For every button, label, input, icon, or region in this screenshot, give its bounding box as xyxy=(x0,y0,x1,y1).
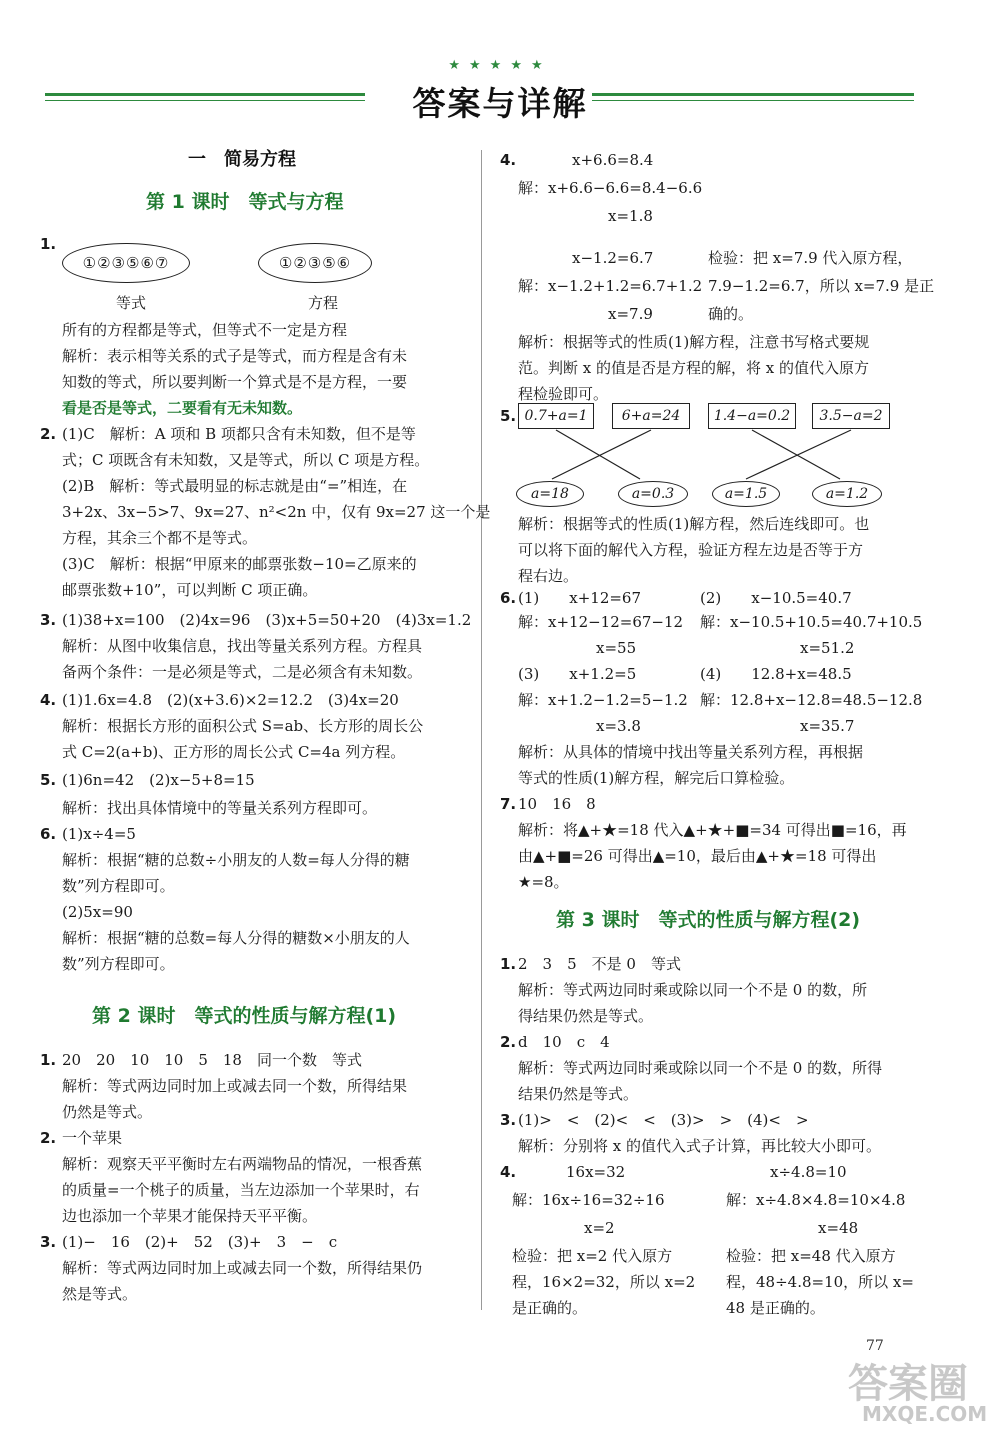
l3-line-8: 解析：分别将 x 的值代入式子计算，再比较大小即可。 xyxy=(518,1137,881,1155)
l2-q3-number: 3. xyxy=(40,1233,57,1251)
r-q4-step1: 解：x+6.6−6.6=8.4−6.6 xyxy=(518,179,703,197)
q4-line-3: 式 C=2(a+b)、正方形的周长公式 C=4a 列方程。 xyxy=(62,743,406,761)
r-q7-number: 7. xyxy=(500,795,517,813)
solution-ellipse-1: a=18 xyxy=(516,481,584,507)
q1-analysis-2: 知数的等式，所以要判断一个算式是不是方程，一要 xyxy=(62,373,408,391)
l2-q1-number: 1. xyxy=(40,1051,57,1069)
equation-box-4: 3.5−a=2 xyxy=(812,403,890,429)
star-row: ★★★★★ xyxy=(448,58,552,73)
l2-line-5: 解析：观察天平平衡时左右两端物品的情况，一根香蕉 xyxy=(62,1155,423,1173)
r-q6-analysis-2: 等式的性质(1)解方程，解完后口算检验。 xyxy=(518,769,795,787)
q5-line-1: (1)6n=42 (2)x−5+8=15 xyxy=(62,771,255,789)
r-q6-4-eq: (4) 12.8+x=48.5 xyxy=(700,665,852,683)
l3-q4-check1b: 程，16×2=32，所以 x=2 xyxy=(512,1273,696,1291)
watermark-logo: 答案圈 xyxy=(848,1361,968,1407)
l2-line-9: 解析：等式两边同时加上或减去同一个数，所得结果仍 xyxy=(62,1259,423,1277)
lesson-3-title: 第 3 课时 等式的性质与解方程(2) xyxy=(556,909,861,931)
l3-q2-number: 2. xyxy=(500,1033,517,1051)
solution-ellipse-3: a=1.5 xyxy=(712,481,780,507)
l3-line-6: 结果仍然是等式。 xyxy=(518,1085,639,1103)
l2-line-1: 20 20 10 10 5 18 同一个数 等式 xyxy=(62,1051,362,1069)
r-q7-analysis-2: 由▲+■=26 可得出▲=10，最后由▲+★=18 可得出 xyxy=(518,847,877,865)
q4-number: 4. xyxy=(40,691,57,709)
r-q6-analysis-1: 解析：从具体的情境中找出等量关系列方程，再根据 xyxy=(518,743,864,761)
l3-line-2: 解析：等式两边同时乘或除以同一个不是 0 的数，所 xyxy=(518,981,868,999)
watermark-url: MXQE.COM xyxy=(862,1402,988,1426)
l2-line-10: 然是等式。 xyxy=(62,1285,138,1303)
l2-line-4: 一个苹果 xyxy=(62,1129,123,1147)
page-title: 答案与详解 xyxy=(412,84,588,123)
q2-line-7: 邮票张数+10”，可以判断 C 项正确。 xyxy=(62,581,318,599)
r-q6-1-eq: (1) x+12=67 xyxy=(518,589,642,607)
r-q4-analysis-2: 范。判断 x 的值是否是方程的解，将 x 的值代入原方 xyxy=(518,359,869,377)
l3-q4-check1c: 是正确的。 xyxy=(512,1299,588,1317)
r-q6-3-ans: x=3.8 xyxy=(596,717,641,735)
r-q6-4-step: 解：12.8+x−12.8=48.5−12.8 xyxy=(700,691,923,709)
l3-q1-number: 1. xyxy=(500,955,517,973)
unit-title: 一 简易方程 xyxy=(188,149,296,170)
r-q4-eq2: x−1.2=6.7 xyxy=(572,249,654,267)
r-q4-number: 4. xyxy=(500,151,517,169)
r-q5-analysis-3: 程右边。 xyxy=(518,567,579,585)
q6-line-2: 解析：根据“糖的总数÷小朋友的人数=每人分得的糖 xyxy=(62,851,410,869)
page-header xyxy=(0,0,1000,130)
label-equation: 等式 xyxy=(116,294,147,312)
r-q4-analysis-3: 程检验即可。 xyxy=(518,385,609,403)
q2-line-4: 3+2x、3x−5>7、9x=27、n²<2n 中，仅有 9x=27 这一个是 xyxy=(62,503,491,521)
l3-q4-check2a: 检验：把 x=48 代入原方 xyxy=(726,1247,896,1265)
equation-box-1: 0.7+a=1 xyxy=(518,403,594,429)
l3-q4-step2: 解：x÷4.8×4.8=10×4.8 xyxy=(726,1191,906,1209)
solution-ellipse-4: a=1.2 xyxy=(812,481,882,507)
q2-line-1: (1)C 解析：A 项和 B 项都只含有未知数，但不是等 xyxy=(62,425,416,443)
q6-line-3: 数”列方程即可。 xyxy=(62,877,175,895)
r-q4-check2: 7.9−1.2=6.7，所以 x=7.9 是正 xyxy=(708,277,935,295)
r-q5-number: 5. xyxy=(500,407,517,425)
q3-number: 3. xyxy=(40,611,57,629)
l2-line-3: 仍然是等式。 xyxy=(62,1103,153,1121)
r-q4-ans1: x=1.8 xyxy=(608,207,653,225)
r-q6-2-step: 解：x−10.5+10.5=40.7+10.5 xyxy=(700,613,923,631)
oval-formulas: ①②③⑤⑥ xyxy=(258,243,372,283)
q6-line-1: (1)x÷4=5 xyxy=(62,825,136,843)
q4-line-1: (1)1.6x=4.8 (2)(x+3.6)×2=12.2 (3)4x=20 xyxy=(62,691,399,709)
column-divider xyxy=(481,150,482,1310)
r-q7-analysis-1: 解析：将▲+★=18 代入▲+★+■=34 可得出■=16，再 xyxy=(518,821,907,839)
r-q5-analysis-2: 可以将下面的解代入方程，验证方程左边是否等于方 xyxy=(518,541,864,559)
q6-line-6: 数”列方程即可。 xyxy=(62,955,175,973)
q1-analysis-3: 看是否是等式，二要看有无未知数。 xyxy=(62,399,303,417)
solution-ellipse-2: a=0.3 xyxy=(618,481,688,507)
r-q7-analysis-3: ★=8。 xyxy=(518,873,569,891)
r-q5-analysis-1: 解析：根据等式的性质(1)解方程，然后连线即可。也 xyxy=(518,515,870,533)
r-q4-step2: 解：x−1.2+1.2=6.7+1.2 xyxy=(518,277,703,295)
l3-q4-check1a: 检验：把 x=2 代入原方 xyxy=(512,1247,673,1265)
q3-line-3: 备两个条件：一是必须是等式，二是必须含有未知数。 xyxy=(62,663,423,681)
r-q4-ans2: x=7.9 xyxy=(608,305,653,323)
l3-q4-step1: 解：16x÷16=32÷16 xyxy=(512,1191,665,1209)
l3-q4-ans1: x=2 xyxy=(584,1219,615,1237)
lesson-1-title: 第 1 课时 等式与方程 xyxy=(146,191,344,213)
q2-line-2: 式；C 项既含有未知数，又是等式，所以 C 项是方程。 xyxy=(62,451,430,469)
q6-number: 6. xyxy=(40,825,57,843)
q2-line-6: (3)C 解析：根据“甲原来的邮票张数−10=乙原来的 xyxy=(62,555,417,573)
l2-line-7: 边也添加一个苹果才能保持天平平衡。 xyxy=(62,1207,318,1225)
r-q4-check1: 检验：把 x=7.9 代入原方程， xyxy=(708,249,913,267)
q1-analysis-1: 解析：表示相等关系的式子是等式，而方程是含有未 xyxy=(62,347,408,365)
q1-text: 所有的方程都是等式，但等式不一定是方程 xyxy=(62,321,348,339)
l3-line-1: 2 3 5 不是 0 等式 xyxy=(518,955,681,973)
l2-line-6: 的质量=一个桃子的质量，当左边添加一个苹果时，右 xyxy=(62,1181,420,1199)
r-q6-1-step: 解：x+12−12=67−12 xyxy=(518,613,684,631)
q1-number: 1. xyxy=(40,235,57,253)
oval-equations: ①②③⑤⑥⑦ xyxy=(62,243,190,283)
l3-line-4: d 10 c 4 xyxy=(518,1033,610,1051)
r-q6-2-ans: x=51.2 xyxy=(800,639,855,657)
page-number: 77 xyxy=(866,1338,884,1354)
r-q4-eq1: x+6.6=8.4 xyxy=(572,151,654,169)
r-q4-check3: 确的。 xyxy=(708,305,754,323)
r-q6-1-ans: x=55 xyxy=(596,639,637,657)
r-q7-answer: 10 16 8 xyxy=(518,795,596,813)
r-q6-4-ans: x=35.7 xyxy=(800,717,855,735)
l3-q3-number: 3. xyxy=(500,1111,517,1129)
label-formula: 方程 xyxy=(308,294,339,312)
r-q6-number: 6. xyxy=(500,589,517,607)
q5-line-2: 解析：找出具体情境中的等量关系列方程即可。 xyxy=(62,799,378,817)
l3-q4-check2b: 程，48÷4.8=10，所以 x= xyxy=(726,1273,914,1291)
l3-line-5: 解析：等式两边同时乘或除以同一个不是 0 的数，所得 xyxy=(518,1059,883,1077)
q2-line-3: (2)B 解析：等式最明显的标志就是由“=”相连，在 xyxy=(62,477,408,495)
l3-q4-eq2: x÷4.8=10 xyxy=(770,1163,847,1181)
l2-line-2: 解析：等式两边同时加上或减去同一个数，所得结果 xyxy=(62,1077,408,1095)
r-q6-2-eq: (2) x−10.5=40.7 xyxy=(700,589,852,607)
l2-q2-number: 2. xyxy=(40,1129,57,1147)
q2-number: 2. xyxy=(40,425,57,443)
l3-q4-ans2: x=48 xyxy=(818,1219,859,1237)
l3-q4-check2c: 48 是正确的。 xyxy=(726,1299,825,1317)
q2-line-5: 方程，其余三个都不是等式。 xyxy=(62,529,258,547)
lesson-2-title: 第 2 课时 等式的性质与解方程(1) xyxy=(92,1005,397,1027)
q6-line-4: (2)5x=90 xyxy=(62,903,133,921)
r-q4-analysis-1: 解析：根据等式的性质(1)解方程，注意书写格式要规 xyxy=(518,333,870,351)
l2-line-8: (1)− 16 (2)+ 52 (3)+ 3 − c xyxy=(62,1233,338,1251)
l3-q4-number: 4. xyxy=(500,1163,517,1181)
matching-lines xyxy=(500,429,915,481)
equation-box-3: 1.4−a=0.2 xyxy=(708,403,796,429)
equation-box-2: 6+a=24 xyxy=(612,403,690,429)
title-rule-right xyxy=(592,93,914,101)
l3-line-7: (1)> < (2)< < (3)> > (4)< > xyxy=(518,1111,809,1129)
q3-line-1: (1)38+x=100 (2)4x=96 (3)x+5=50+20 (4)3x=1.2 xyxy=(62,611,472,629)
r-q6-3-eq: (3) x+1.2=5 xyxy=(518,665,637,683)
q3-line-2: 解析：从图中收集信息，找出等量关系列方程。方程具 xyxy=(62,637,423,655)
q4-line-2: 解析：根据长方形的面积公式 S=ab、长方形的周长公 xyxy=(62,717,424,735)
r-q6-3-step: 解：x+1.2−1.2=5−1.2 xyxy=(518,691,688,709)
l3-line-3: 得结果仍然是等式。 xyxy=(518,1007,654,1025)
q5-number: 5. xyxy=(40,771,57,789)
q6-line-5: 解析：根据“糖的总数=每人分得的糖数×小朋友的人 xyxy=(62,929,410,947)
l3-q4-eq1: 16x=32 xyxy=(566,1163,626,1181)
